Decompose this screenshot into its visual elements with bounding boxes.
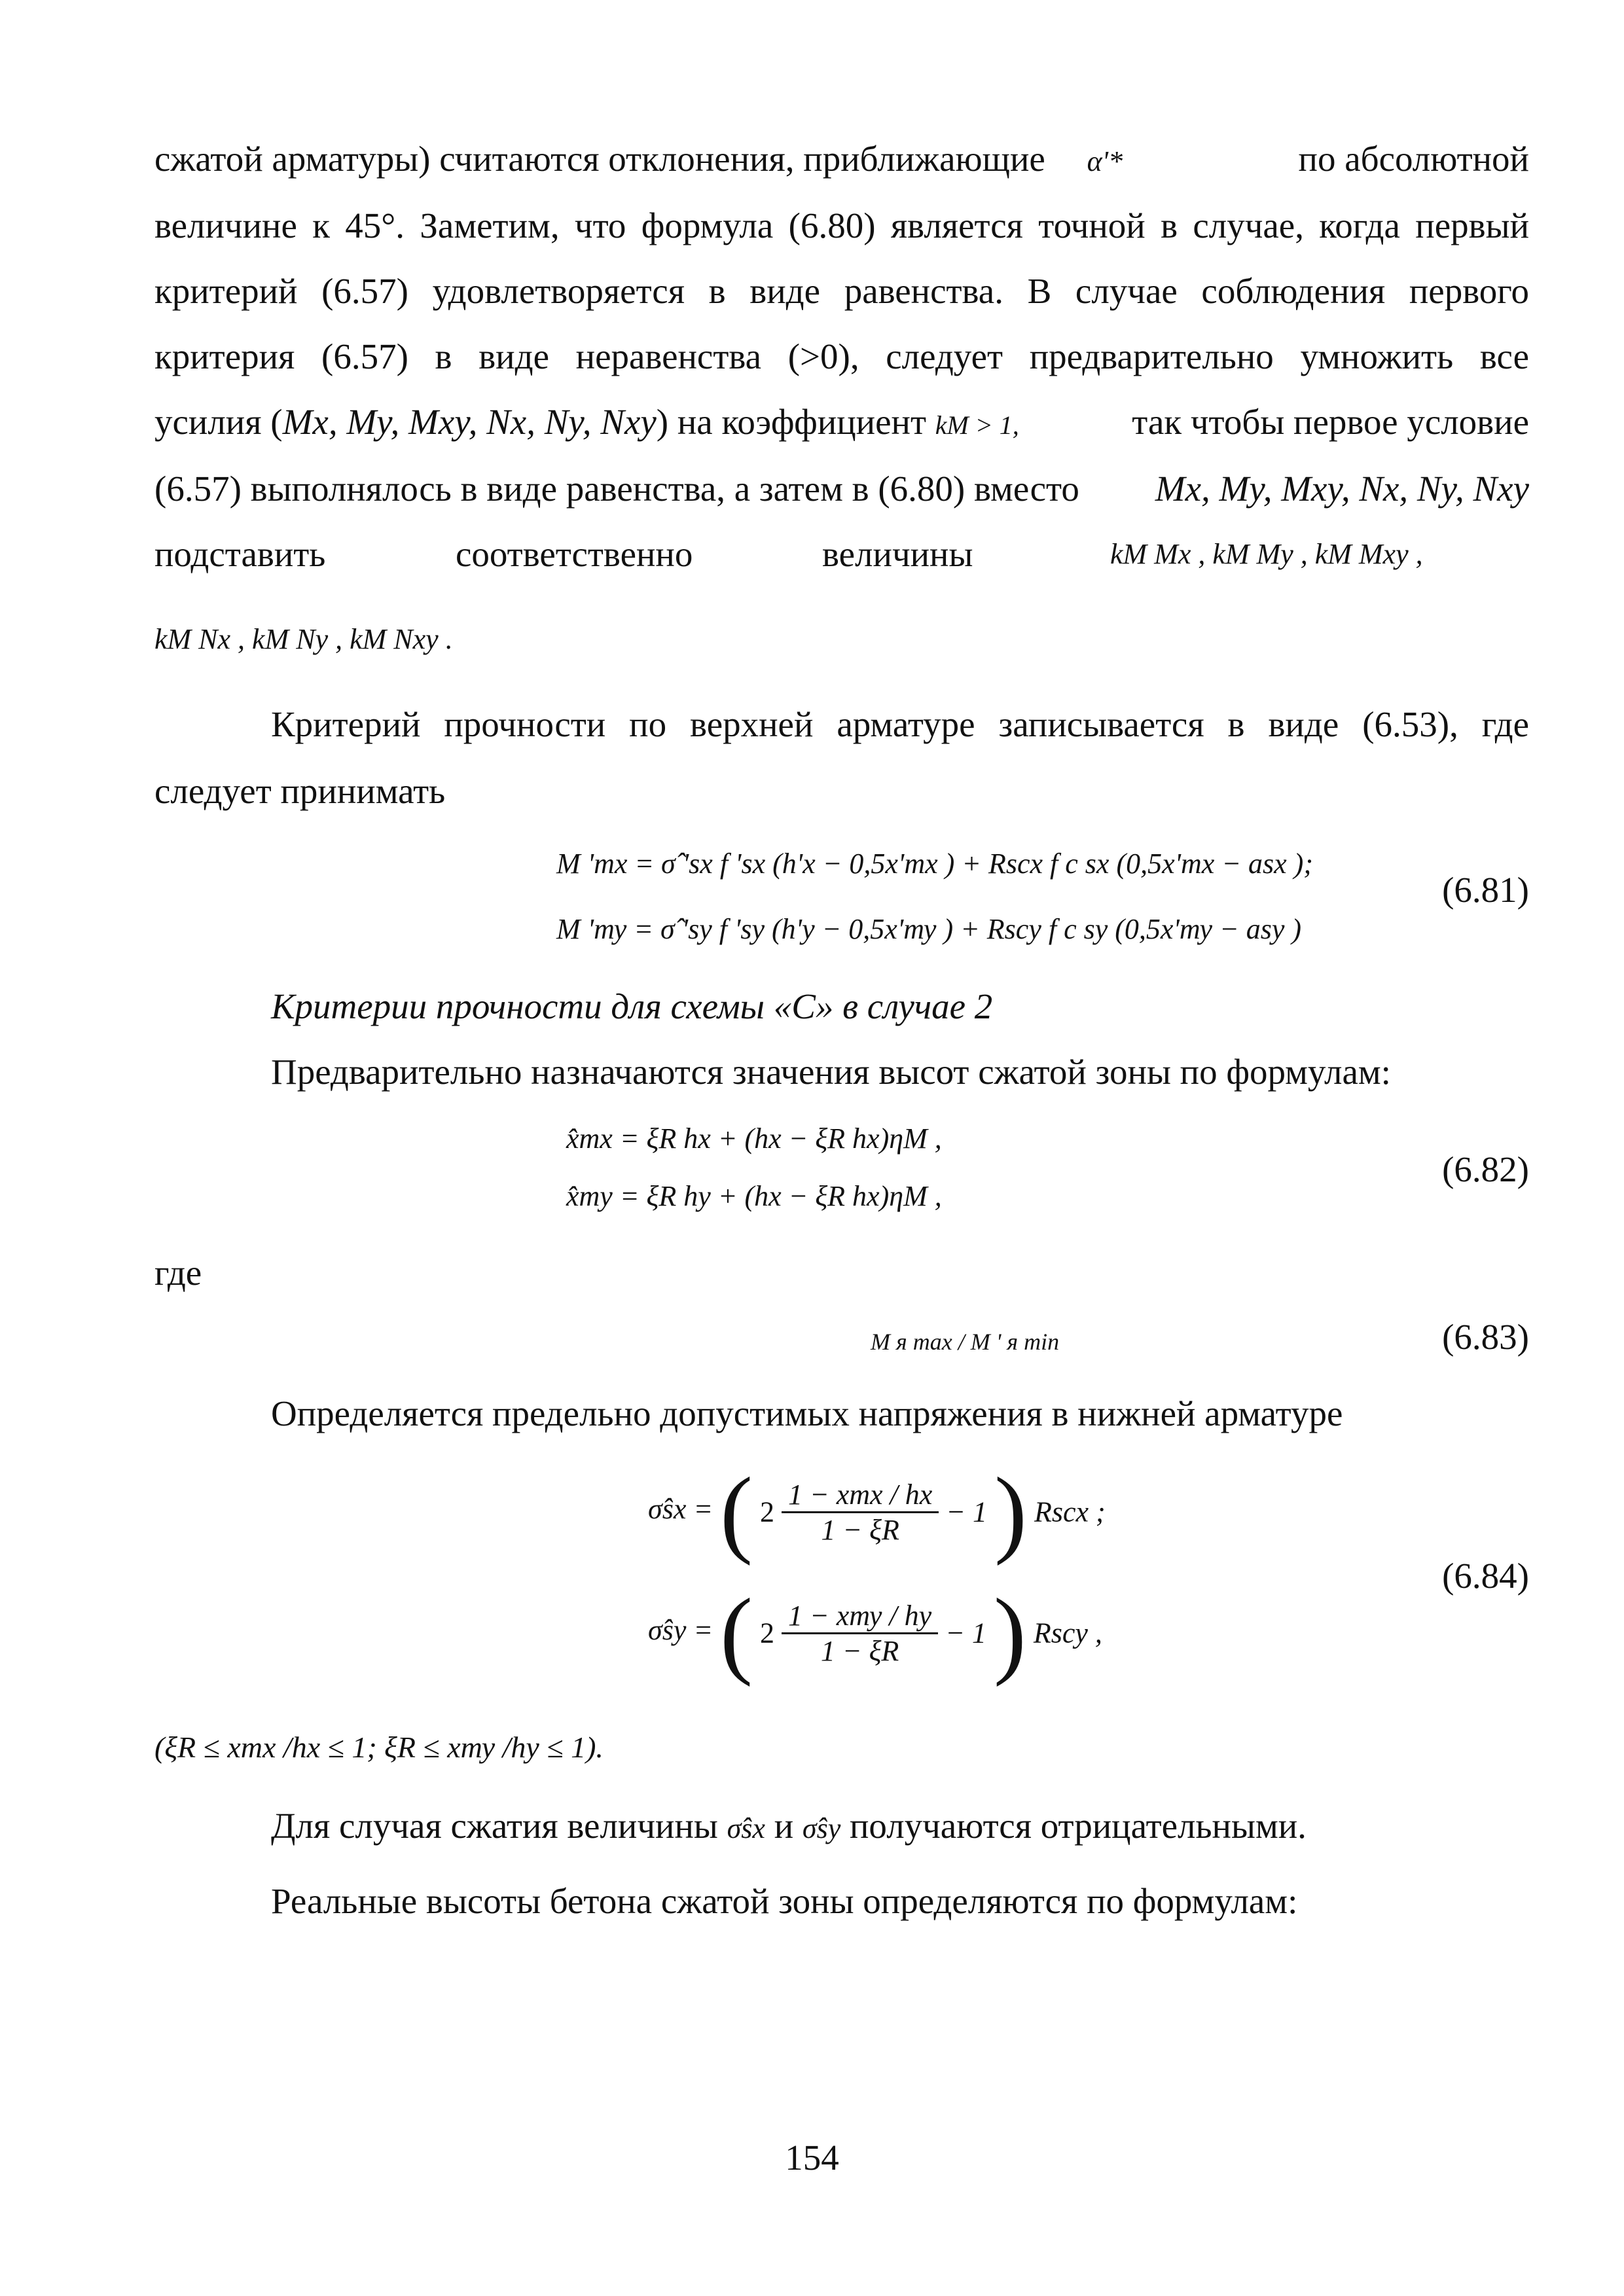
denominator: 1 − ξR <box>821 1513 899 1546</box>
numerator: 1 − xтх / hx <box>782 1478 939 1513</box>
text: и <box>774 1806 794 1846</box>
lhs: σ̂sy = <box>648 1614 713 1647</box>
rhs: Rscx ; <box>1034 1496 1106 1528</box>
text-line: Определяется предельно допустимых напряжения в нижней арматуре <box>271 1393 1343 1433</box>
text: ) на коэффициент <box>656 402 926 442</box>
text: подставить <box>154 534 326 574</box>
force-vars: Mx, My, Mxy, Nx, Ny, Nxy <box>1155 469 1529 509</box>
text-line: Критерий прочности по верхней арматуре записывается в виде (6.53), где <box>271 704 1529 744</box>
tail: − 1 <box>945 1617 986 1649</box>
equation-6-84-line1 <box>648 1458 1106 1566</box>
denominator: 1 − ξR <box>820 1634 899 1667</box>
coef-k: kM > 1, <box>935 410 1019 440</box>
right-paren: ) <box>993 1579 1026 1687</box>
fraction <box>782 1478 939 1547</box>
left-paren: ( <box>720 1458 753 1566</box>
equation-6-81-line1: M 'тх = σ̂ 'sx f 'sx (h'x − 0,5x'тх ) + Rscx f c sx (0,5x'тх − asx ); <box>556 848 1313 880</box>
coef: 2 <box>760 1496 774 1528</box>
equation-6-82-line1: x̂тx = ξR hx + (hx − ξR hx)ηM , <box>566 1122 942 1155</box>
text: сжатой арматуры) считаются отклонения, приближающие <box>154 139 1045 179</box>
text-line: следует принимать <box>154 771 446 811</box>
lhs: σ̂sx = <box>648 1493 713 1526</box>
sigma-sy: σ̂sy <box>802 1812 841 1844</box>
equation-number: (6.81) <box>1442 870 1529 910</box>
force-vars: Mx, My, Mxy, Nx, Ny, Nxy <box>282 402 657 442</box>
condition: (ξR ≤ xтх /hx ≤ 1; ξR ≤ xту /hy ≤ 1). <box>154 1731 604 1764</box>
equation-6-82-line2: x̂тy = ξR hy + (hx − ξR hx)ηM , <box>566 1180 942 1212</box>
fraction <box>782 1599 938 1668</box>
alpha-symbol: α'* <box>1087 145 1123 177</box>
left-paren: ( <box>720 1579 753 1687</box>
text-line: где <box>154 1253 202 1293</box>
sigma-sx: σ̂sx <box>727 1812 765 1844</box>
numerator: 1 − xту / hy <box>782 1599 938 1634</box>
section-heading: Критерии прочности для схемы «С» в случае 2 <box>271 986 993 1026</box>
condition-line <box>154 1725 1529 1770</box>
scaled-values: kM Mx , kM My , kM Mxy , <box>1110 538 1423 570</box>
coef: 2 <box>760 1617 774 1649</box>
tail: − 1 <box>946 1496 987 1528</box>
page-number: 154 <box>785 2138 839 2178</box>
text: соответственно <box>456 534 693 574</box>
text: усилия ( <box>154 402 283 442</box>
right-paren: ) <box>994 1458 1027 1566</box>
scaled-values: kM Nx , kM Ny , kM Nxy . <box>154 623 453 655</box>
text: Для случая сжатия величины <box>271 1806 718 1846</box>
equation-number: (6.84) <box>1442 1556 1529 1596</box>
equation-6-81-line2: M 'ту = σ̂ 'sy f 'sy (h'y − 0,5x'ту ) + Rscy f c sy (0,5x'ту − asy ) <box>556 913 1302 945</box>
text-line: критерий (6.57) удовлетворяется в виде равенства. В случае соблюдения первого <box>154 271 1529 311</box>
text-line <box>154 136 1529 185</box>
text: по абсолютной <box>1298 139 1529 179</box>
text-line <box>271 1803 1529 1852</box>
rhs: Rscy , <box>1033 1617 1102 1649</box>
text-line <box>154 399 1529 448</box>
text-line: Предварительно назначаются значения высот сжатой зоны по формулам: <box>271 1052 1391 1092</box>
text: получаются отрицательными. <box>849 1806 1307 1846</box>
text: (6.57) выполнялось в виде равенства, а затем в (6.80) вместо <box>154 469 1079 509</box>
text-line <box>154 614 1529 662</box>
text: так чтобы первое условие <box>1132 402 1529 442</box>
equation-number: (6.83) <box>1442 1317 1529 1357</box>
text-line: Реальные высоты бетона сжатой зоны определяются по формулам: <box>271 1881 1298 1921</box>
equation-6-83: M я max / M ' я min <box>871 1329 1060 1355</box>
text-line <box>154 466 1529 512</box>
text-line: величине к 45°. Заметим, что формула (6.80) является точной в случае, когда первый <box>154 206 1529 245</box>
text: величины <box>822 534 973 574</box>
text-line: критерия (6.57) в виде неравенства (>0), следует предварительно умножить все <box>154 336 1529 376</box>
equation-number: (6.82) <box>1442 1149 1529 1189</box>
equation-6-84-line2 <box>648 1579 1102 1687</box>
